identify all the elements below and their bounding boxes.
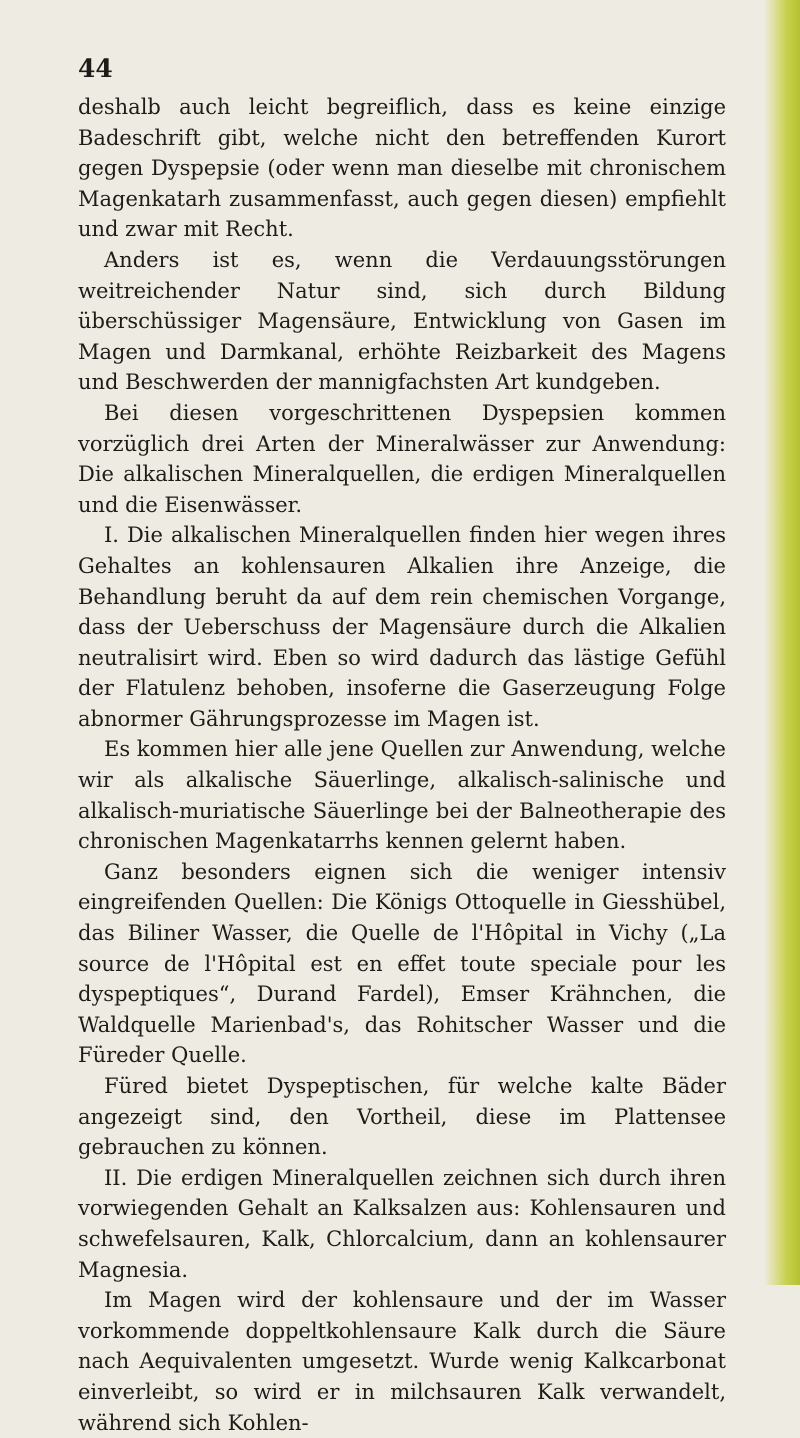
- paragraph: Füred bietet Dyspeptischen, für welche kalte Bäder angezeigt sind, den Vortheil, diese im Plattensee gebrauchen zu können.: [78, 1074, 726, 1160]
- page-number: 44: [78, 54, 113, 83]
- paragraph: Im Magen wird der kohlensaure und der im Wasser vorkommende doppeltkohlensaure Kalk durch die Säure nach Aequivalenten umgesetzt. Wurde wenig Kalkcarbonat einverleibt, so wird er in milchsauren Kalk verwandelt, während sich Kohlen-: [78, 1288, 726, 1435]
- paragraph: Bei diesen vorgeschrittenen Dyspepsien kommen vorzüglich drei Arten der Mineralwässer zur Anwendung: Die alkalischen Mineralquellen, die erdigen Mineralquellen und die Eisenwässer.: [78, 400, 726, 517]
- paragraph: II. Die erdigen Mineralquellen zeichnen sich durch ihren vorwiegenden Gehalt an Kalksalzen aus: Kohlensauren und schwefelsauren, Kalk, Chlorcalcium, dann an kohlensaurer Magnesia.: [78, 1165, 726, 1282]
- paragraph: I. Die alkalischen Mineralquellen finden hier wegen ihres Gehaltes an kohlensauren Alkalien ihre Anzeige, die Behandlung beruht da auf dem rein chemischen Vorgange, dass der Ueberschuss der Magensäure durch die Alkalien neutralisirt wird. Eben so wird dadurch das lästige Gefühl der Flatulenz behoben, insoferne die Gaserzeugung Folge abnormer Gährungsprozesse im Magen ist.: [78, 523, 726, 731]
- body-text: [78, 92, 726, 1438]
- paragraph: deshalb auch leicht begreiflich, dass es keine einzige Badeschrift gibt, welche nicht den betreffenden Kurort gegen Dyspepsie (oder wenn man dieselbe mit chronischem Magenkatarh zusammenfasst, auch gegen diesen) empfiehlt und zwar mit Recht.: [78, 95, 726, 242]
- paragraph: Ganz besonders eignen sich die weniger intensiv eingreifenden Quellen: Die Königs Ottoquelle in Giesshübel, das Biliner Wasser, die Quelle de l'Hôpital in Vichy („La source de l'Hôpital est en effet toute speciale pour les dyspeptiques“, Durand Fardel), Emser Krähnchen, die Waldquelle Marienbad's, das Rohitscher Wasser und die Füreder Quelle.: [78, 859, 726, 1068]
- page-edge: [764, 0, 800, 1285]
- paragraph: Es kommen hier alle jene Quellen zur Anwendung, welche wir als alkalische Säuerlinge, alkalisch-salinische und alkalisch-muriatische Säuerlinge bei der Balneotherapie des chronischen Magenkatarrhs kennen gelernt haben.: [78, 737, 726, 854]
- paragraph: Anders ist es, wenn die Verdauungsstörungen weitreichender Natur sind, sich durch Bildung überschüssiger Magensäure, Entwicklung von Gasen im Magen und Darmkanal, erhöhte Reizbarkeit des Magens und Beschwerden der mannigfachsten Art kundgeben.: [78, 247, 726, 395]
